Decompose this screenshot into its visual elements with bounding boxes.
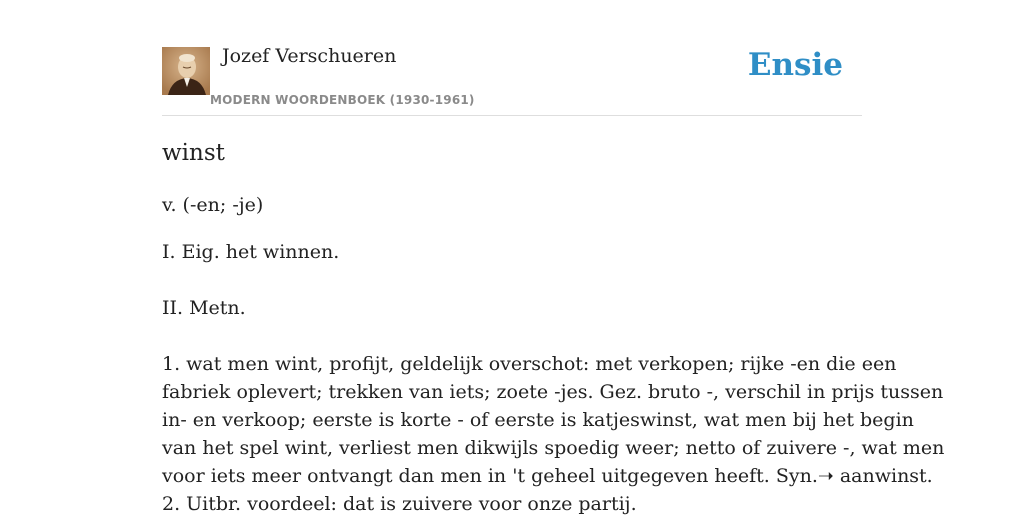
entry-grammar: v. (-en; -je) — [162, 194, 264, 216]
sense-line: van het spel wint, verliest men dikwijls spoedig weer; netto of zuivere -, wat men — [162, 437, 945, 459]
sense-line: 2. Uitbr. voordeel: dat is zuivere voor onze partij. — [162, 493, 637, 515]
sense-paragraph — [162, 350, 945, 518]
page — [162, 0, 945, 515]
sense-line: in- en verkoop; eerste is korte - of eerste is katjeswinst, wat men bij het begin — [162, 409, 914, 431]
sense-line: voor iets meer ontvangt dan men in 't geheel uitgegeven heeft. Syn.➝ aanwinst. — [162, 465, 933, 487]
source-label[interactable]: MODERN WOORDENBOEK (1930-1961) — [210, 93, 475, 107]
sense-line: 1. wat men wint, profijt, geldelijk overschot: met verkopen; rijke -en die een — [162, 353, 897, 375]
ensie-logo[interactable]: Ensie — [747, 47, 843, 83]
definition-1: I. Eig. het winnen. — [162, 241, 340, 263]
entry-headword: winst — [162, 140, 225, 166]
sense-line: fabriek oplevert; trekken van iets; zoete -jes. Gez. bruto -, verschil in prijs tussen — [162, 381, 944, 403]
header — [162, 0, 862, 116]
definition-2: II. Metn. — [162, 297, 246, 319]
author-name[interactable]: Jozef Verschueren — [222, 45, 397, 67]
author-avatar[interactable] — [162, 47, 210, 95]
